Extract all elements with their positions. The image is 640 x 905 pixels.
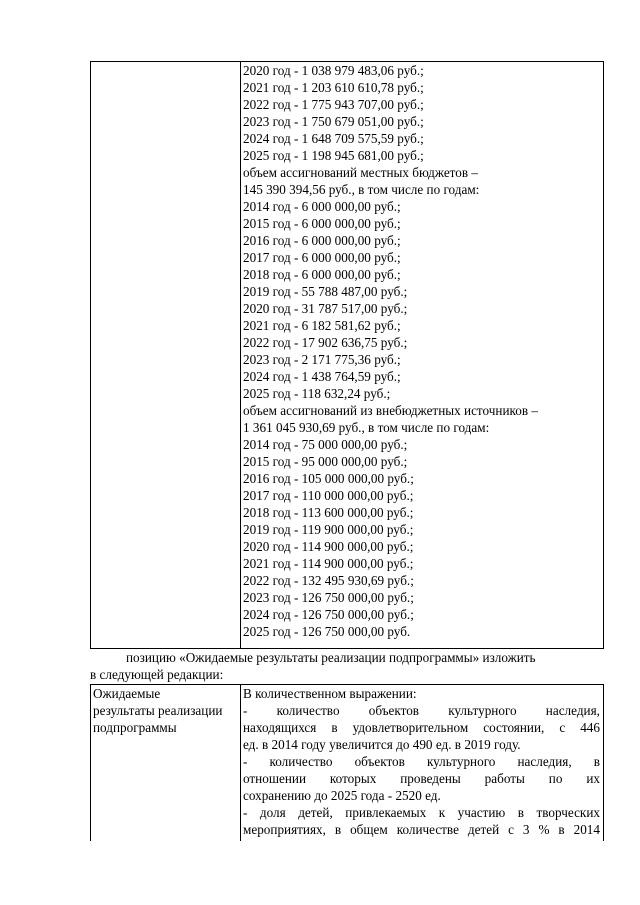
table1-line: 2019 год - 119 900 000,00 руб.; <box>243 522 414 537</box>
table1-line: 2019 год - 55 788 487,00 руб.; <box>243 284 408 299</box>
word: объектов <box>354 754 405 769</box>
table1-line: 2017 год - 110 000 000,00 руб.; <box>243 488 414 503</box>
table2-left-border <box>90 684 91 841</box>
table1-line: объем ассигнований местных бюджетов – <box>243 165 478 180</box>
table1-line: 2014 год - 75 000 000,00 руб.; <box>243 437 408 452</box>
table1-line: 2016 год - 6 000 000,00 руб.; <box>243 233 401 248</box>
table1-line: 2022 год - 17 902 636,75 руб.; <box>243 335 408 350</box>
table1-line: 2023 год - 2 171 775,36 руб.; <box>243 352 401 367</box>
table1-line: 2024 год - 1 438 764,59 руб.; <box>243 369 401 384</box>
table1-line: 2015 год - 95 000 000,00 руб.; <box>243 454 408 469</box>
table1-line: 2021 год - 6 182 581,62 руб.; <box>243 318 401 333</box>
word: культурного <box>448 703 517 718</box>
table1-line: 2024 год - 1 648 709 575,59 руб.; <box>243 131 424 146</box>
table1-bottom-border <box>90 648 604 649</box>
table1-line: 2025 год - 1 198 945 681,00 руб.; <box>243 148 424 163</box>
result-line: отношении которых проведены работы по их <box>243 771 600 786</box>
word: наследия, <box>517 754 572 769</box>
table1-right-border <box>603 61 604 649</box>
word: количество <box>276 703 340 718</box>
table1-column-divider <box>240 61 241 649</box>
table1-line: 2021 год - 1 203 610 610,78 руб.; <box>243 80 424 95</box>
table1-line: 2018 год - 113 600 000,00 руб.; <box>243 505 414 520</box>
word: объектов <box>368 703 420 718</box>
table1-line: 2021 год - 114 900 000,00 руб.; <box>243 556 414 571</box>
table1-line: 2014 год - 6 000 000,00 руб.; <box>243 199 401 214</box>
table1-left-border <box>90 61 91 649</box>
table1-line: 1 361 045 930,69 руб., в том числе по годам: <box>243 420 490 435</box>
paragraph-line-1: позицию «Ожидаемые результаты реализации подпрограммы» изложить <box>126 650 536 665</box>
cell-label-line: Ожидаемые <box>93 686 161 701</box>
table1-line: 2022 год - 1 775 943 707,00 руб.; <box>243 97 424 112</box>
cell-label-line: результаты реализации <box>93 703 223 718</box>
table1-line: 2020 год - 31 787 517,00 руб.; <box>243 301 408 316</box>
word: наследия, <box>545 703 600 718</box>
table1-top-border <box>90 61 604 62</box>
result-line: В количественном выражении: <box>243 686 417 701</box>
table1-line: 2025 год - 118 632,24 руб.; <box>243 386 391 401</box>
word: в <box>593 754 600 769</box>
table1-line: объем ассигнований из внебюджетных источников – <box>243 403 538 418</box>
result-line <box>243 703 600 720</box>
table2-right-border <box>603 684 604 841</box>
table1-line: 2016 год - 105 000 000,00 руб.; <box>243 471 414 486</box>
result-line: ед. в 2014 году увеличится до 490 ед. в 2019 году. <box>243 737 521 752</box>
word: культурного <box>426 754 496 769</box>
table1-line: 2023 год - 1 750 679 051,00 руб.; <box>243 114 424 129</box>
paragraph-line-2: в следующей редакции: <box>90 667 224 682</box>
result-line: мероприятиях, в общем количестве детей с 3 % в 2014 <box>243 822 600 837</box>
table1-line: 2015 год - 6 000 000,00 руб.; <box>243 216 401 231</box>
table1-line: 2024 год - 126 750 000,00 руб.; <box>243 607 414 622</box>
table1-line: 2023 год - 126 750 000,00 руб.; <box>243 590 414 605</box>
table2-column-divider <box>240 684 241 841</box>
word: количество <box>269 754 333 769</box>
table1-line: 2022 год - 132 495 930,69 руб.; <box>243 573 414 588</box>
table1-line: 2020 год - 114 900 000,00 руб.; <box>243 539 414 554</box>
table1-line: 145 390 394,56 руб., в том числе по годам: <box>243 182 480 197</box>
table2-top-border <box>90 684 604 685</box>
result-line: сохранению до 2025 года - 2520 ед. <box>243 788 441 803</box>
word: - <box>243 703 248 718</box>
table1-line: 2017 год - 6 000 000,00 руб.; <box>243 250 401 265</box>
result-line: - доля детей, привлекаемых к участию в творческих <box>243 805 600 820</box>
table1-line: 2025 год - 126 750 000,00 руб. <box>243 624 411 639</box>
result-line <box>243 754 600 771</box>
cell-label-line: подпрограммы <box>93 720 177 735</box>
table1-line: 2020 год - 1 038 979 483,06 руб.; <box>243 63 424 78</box>
word: - <box>243 754 248 769</box>
table1-line: 2018 год - 6 000 000,00 руб.; <box>243 267 401 282</box>
result-line: находящихся в удовлетворительном состоянии, с 446 <box>243 720 600 735</box>
